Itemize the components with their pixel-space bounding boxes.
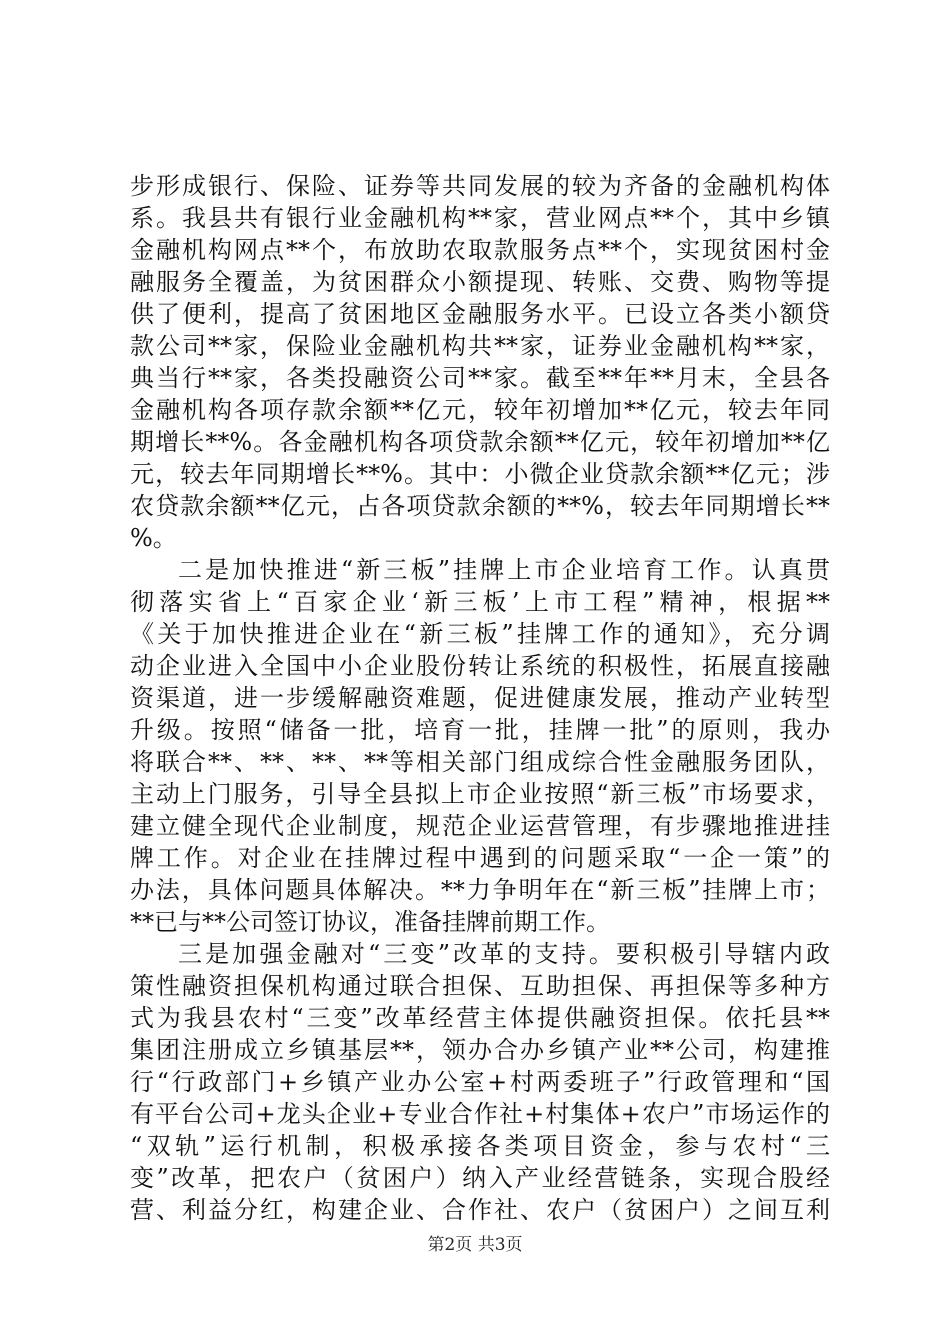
text-line: 农贷款余额**亿元，占各项贷款余额的**%，较去年同期增长** xyxy=(130,492,830,520)
text-line: 融服务全覆盖，为贫困群众小额提现、转账、交费、购物等提 xyxy=(130,268,830,296)
text-line: 将联合**、**、**、**等相关部门组成综合性金融服务团队， xyxy=(130,748,830,776)
text-line: 集团注册成立乡镇基层**，领办合办乡镇产业**公司，构建推 xyxy=(130,1036,830,1064)
text-line: 有平台公司+龙头企业+专业合作社+村集体+农户”市场运作的 xyxy=(130,1100,830,1128)
text-line: 款公司**家，保险业金融机构共**家，证券业金融机构**家， xyxy=(130,332,830,360)
text-line: 系。我县共有银行业金融机构**家，营业网点**个，其中乡镇 xyxy=(130,204,830,232)
text-line: **已与**公司签订协议，准备挂牌前期工作。 xyxy=(130,908,610,936)
text-line: 主动上门服务，引导全县拟上市企业按照“新三板”市场要求， xyxy=(130,780,830,808)
text-line: 供了便利，提高了贫困地区金融服务水平。已设立各类小额贷 xyxy=(130,300,830,328)
text-line: 期增长**%。各金融机构各项贷款余额**亿元，较年初增加**亿 xyxy=(130,428,830,456)
page-number-footer: 第2页 共3页 xyxy=(427,1235,523,1255)
text-line: 行“行政部门+乡镇产业办公室+村两委班子”行政管理和“国 xyxy=(130,1068,830,1096)
text-line: 金融机构各项存款余额**亿元，较年初增加**亿元，较去年同 xyxy=(130,396,830,424)
paragraph-heading-line: 二是加快推进“新三板”挂牌上市企业培育工作。认真贯 xyxy=(178,556,830,584)
text-line: 策性融资担保机构通过联合担保、互助担保、再担保等多种方 xyxy=(130,972,830,1000)
text-line: 牌工作。对企业在挂牌过程中遇到的问题采取“一企一策”的 xyxy=(130,844,830,872)
text-line: 变”改革，把农户（贫困户）纳入产业经营链条，实现合股经 xyxy=(130,1164,830,1192)
text-line: 步形成银行、保险、证券等共同发展的较为齐备的金融机构体 xyxy=(130,172,830,200)
text-line: 金融机构网点**个，布放助农取款服务点**个，实现贫困村金 xyxy=(130,236,830,264)
document-body xyxy=(130,170,830,1226)
text-line: %。 xyxy=(130,524,177,552)
text-line: 《关于加快推进企业在“新三板”挂牌工作的通知》，充分调 xyxy=(130,620,830,648)
text-line: 彻落实省上“百家企业‘新三板’上市工程”精神，根据** xyxy=(130,588,830,616)
text-line: 办法，具体问题具体解决。**力争明年在“新三板”挂牌上市； xyxy=(130,876,830,904)
text-line: 营、利益分红，构建企业、合作社、农户（贫困户）之间互利 xyxy=(130,1196,830,1224)
text-line: 建立健全现代企业制度，规范企业运营管理，有步骤地推进挂 xyxy=(130,812,830,840)
text-line: 元，较去年同期增长**%。其中：小微企业贷款余额**亿元；涉 xyxy=(130,460,830,488)
text-line: 动企业进入全国中小企业股份转让系统的积极性，拓展直接融 xyxy=(130,652,830,680)
text-line: 式为我县农村“三变”改革经营主体提供融资担保。依托县** xyxy=(130,1004,830,1032)
text-line: “双轨”运行机制，积极承接各类项目资金，参与农村“三 xyxy=(130,1132,830,1160)
text-line: 升级。按照“储备一批，培育一批，挂牌一批”的原则，我办 xyxy=(130,716,830,744)
paragraph-heading-line: 三是加强金融对“三变”改革的支持。要积极引导辖内政 xyxy=(178,940,830,968)
text-line: 典当行**家，各类投融资公司**家。截至**年**月末，全县各 xyxy=(130,364,830,392)
text-line: 资渠道，进一步缓解融资难题，促进健康发展，推动产业转型 xyxy=(130,684,830,712)
